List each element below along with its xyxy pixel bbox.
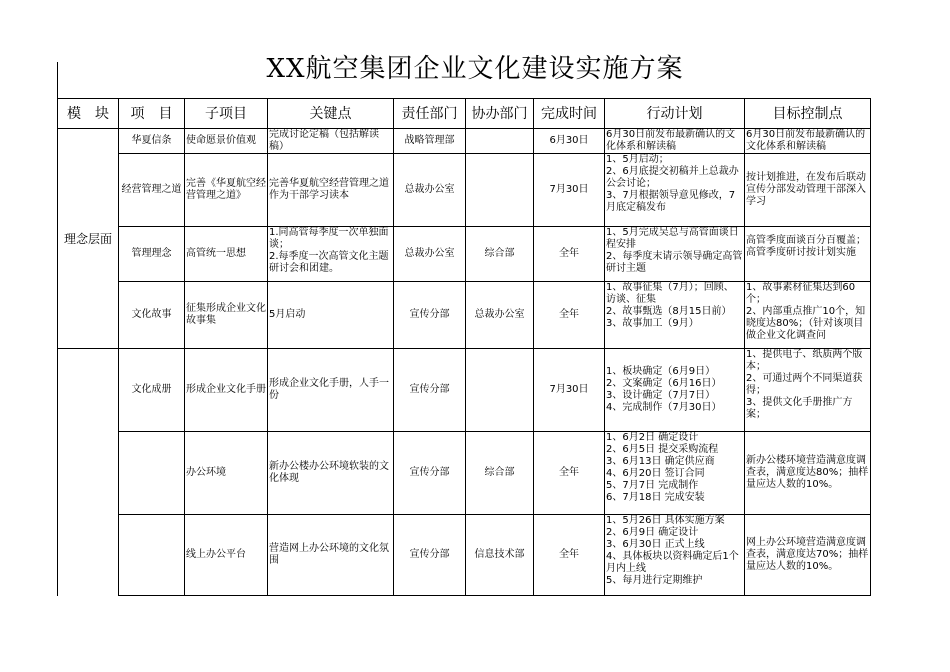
key-point-text: 1.同高管每季度一次单独面谈； 2.每季度一次高管文化主题研讨会和团建。 [269, 227, 389, 274]
action-plan-text: 1、6月2日 确定设计 2、6月5日 提交采购流程 3、6月13日 确定供应商 4、6月20日 签订合同 5、7月7日 完成制作 6、7月18日 完成安装 [606, 432, 719, 503]
assist-dept-cell [466, 154, 534, 227]
action-plan-cell [605, 282, 745, 349]
assist-dept-cell: 总裁办公室 [466, 282, 534, 349]
subproject-cell: 完善《华夏航空经营管理之道》 [185, 154, 268, 227]
header-action-plan: 行动计划 [605, 99, 745, 129]
target-control-cell [745, 349, 871, 432]
project-cell [119, 432, 185, 515]
target-control-text: 1、故事素材征集达到60个； 2、内部重点推广10个，知晓度达80%；（针对该项目做企业文化调查问 [746, 282, 866, 341]
subproject-cell: 线上办公平台 [185, 515, 268, 596]
subproject-cell: 办公环境 [185, 432, 268, 515]
key-point-cell: 完善华夏航空经营管理之道作为干部学习读本 [268, 154, 394, 227]
target-control-text: 1、提供电子、纸质两个版本； 2、可通过两个不同渠道获得； 3、提供文化手册推广方案； [746, 349, 863, 420]
key-point-cell: 形成企业文化手册，人手一份 [268, 349, 394, 432]
target-control-cell: 网上办公环境营造满意度调查表，满意度达70%；抽样量应达人数的10%。 [745, 515, 871, 596]
target-control-text: 高管季度面谈百分百覆盖；高管季度研讨按计划实施 [746, 235, 866, 258]
assist-dept-cell: 综合部 [466, 432, 534, 515]
header-responsible-dept: 责任部门 [394, 99, 466, 129]
table-row [58, 129, 871, 154]
action-plan-cell: 1、板块确定（6月9日） 2、文案确定（6月16日） 3、设计确定（7月7日） 4、完成制作（7月30日） [605, 349, 745, 432]
table-row [58, 349, 871, 432]
action-plan-cell [605, 515, 745, 596]
header-assist-dept: 协办部门 [466, 99, 534, 129]
target-control-cell: 按计划推进，在发布后联动宣传分部发动管理干部深入学习 [745, 154, 871, 227]
project-cell: 文化成册 [119, 349, 185, 432]
action-plan-text: 1、5月完成吴总与高管面谈日程安排 2、每季度末请示领导确定高管研讨主题 [606, 227, 743, 274]
action-plan-cell [605, 154, 745, 227]
responsible-dept-cell: 总裁办公室 [394, 154, 466, 227]
action-plan-cell [605, 432, 745, 515]
target-control-text: 6月30日前发布最新确认的文化体系和解读稿 [746, 129, 866, 152]
subproject-cell: 征集形成企业文化故事集 [185, 282, 268, 349]
assist-dept-cell [466, 129, 534, 154]
key-point-text: 完成讨论定稿（包括解读稿） [269, 129, 379, 152]
subproject-cell: 形成企业文化手册 [185, 349, 268, 432]
project-cell [119, 515, 185, 596]
table-row [58, 515, 871, 596]
header-key-point: 关键点 [268, 99, 394, 129]
action-plan-cell [605, 129, 745, 154]
action-plan-text: 1、故事征集（7月）；回顾、访谈、征集 2、故事甄选（8月15日前） 3、故事加工（9月） [606, 282, 734, 329]
target-control-cell [745, 282, 871, 349]
completion-time-cell: 7月30日 [534, 349, 605, 432]
module-cell-concept: 理念层面 [58, 129, 119, 349]
responsible-dept-cell: 宣传分部 [394, 282, 466, 349]
assist-dept-cell [466, 349, 534, 432]
completion-time-cell: 全年 [534, 515, 605, 596]
key-point-cell [268, 129, 394, 154]
left-border-line [57, 62, 58, 98]
project-cell: 经营管理之道 [119, 154, 185, 227]
key-point-cell: 新办公楼办公环境软装的文化体现 [268, 432, 394, 515]
completion-time-cell: 7月30日 [534, 154, 605, 227]
header-row [58, 99, 871, 129]
project-cell: 华夏信条 [119, 129, 185, 154]
document-title: XX航空集团企业文化建设实施方案 [266, 54, 684, 84]
target-control-cell [745, 129, 871, 154]
action-plan-text: 1、5月26日 具体实施方案 2、6月9日 确定设计 3、6月30日 正式上线 4、具体板块以资料确定后1个月内上线 5、每月进行定期维护 [606, 515, 739, 586]
module-cell-empty [58, 349, 119, 596]
completion-time-cell: 6月30日 [534, 129, 605, 154]
header-module: 模 块 [58, 99, 119, 129]
completion-time-cell: 全年 [534, 282, 605, 349]
table-row [58, 227, 871, 282]
plan-table [57, 98, 871, 596]
responsible-dept-cell: 宣传分部 [394, 349, 466, 432]
subproject-cell: 高管统一思想 [185, 227, 268, 282]
responsible-dept-cell: 总裁办公室 [394, 227, 466, 282]
table-row [58, 154, 871, 227]
table-row [58, 282, 871, 349]
action-plan-text: 6月30日前发布最新确认的文化体系和解读稿 [606, 129, 736, 152]
responsible-dept-cell: 宣传分部 [394, 432, 466, 515]
key-point-cell: 营造网上办公环境的文化氛围 [268, 515, 394, 596]
key-point-cell: 5月启动 [268, 282, 394, 349]
responsible-dept-cell: 宣传分部 [394, 515, 466, 596]
key-point-cell [268, 227, 394, 282]
assist-dept-cell: 综合部 [466, 227, 534, 282]
project-cell: 文化故事 [119, 282, 185, 349]
target-control-cell: 新办公楼环境营造满意度调查表，满意度达80%；抽样量应达人数的10%。 [745, 432, 871, 515]
action-plan-cell [605, 227, 745, 282]
subproject-cell: 使命愿景价值观 [185, 129, 268, 154]
project-cell: 管理理念 [119, 227, 185, 282]
header-project: 项 目 [119, 99, 185, 129]
completion-time-cell: 全年 [534, 432, 605, 515]
assist-dept-cell: 信息技术部 [466, 515, 534, 596]
header-completion-time: 完成时间 [534, 99, 605, 129]
completion-time-cell: 全年 [534, 227, 605, 282]
responsible-dept-cell: 战略管理部 [394, 129, 466, 154]
table-row [58, 432, 871, 515]
header-subproject: 子项目 [185, 99, 268, 129]
header-target-control: 目标控制点 [745, 99, 871, 129]
target-control-cell [745, 227, 871, 282]
action-plan-text: 1、5月启动； 2、6月底提交初稿并上总裁办公会讨论； 3、7月根据领导意见修改，7月底定稿发布 [606, 154, 739, 213]
